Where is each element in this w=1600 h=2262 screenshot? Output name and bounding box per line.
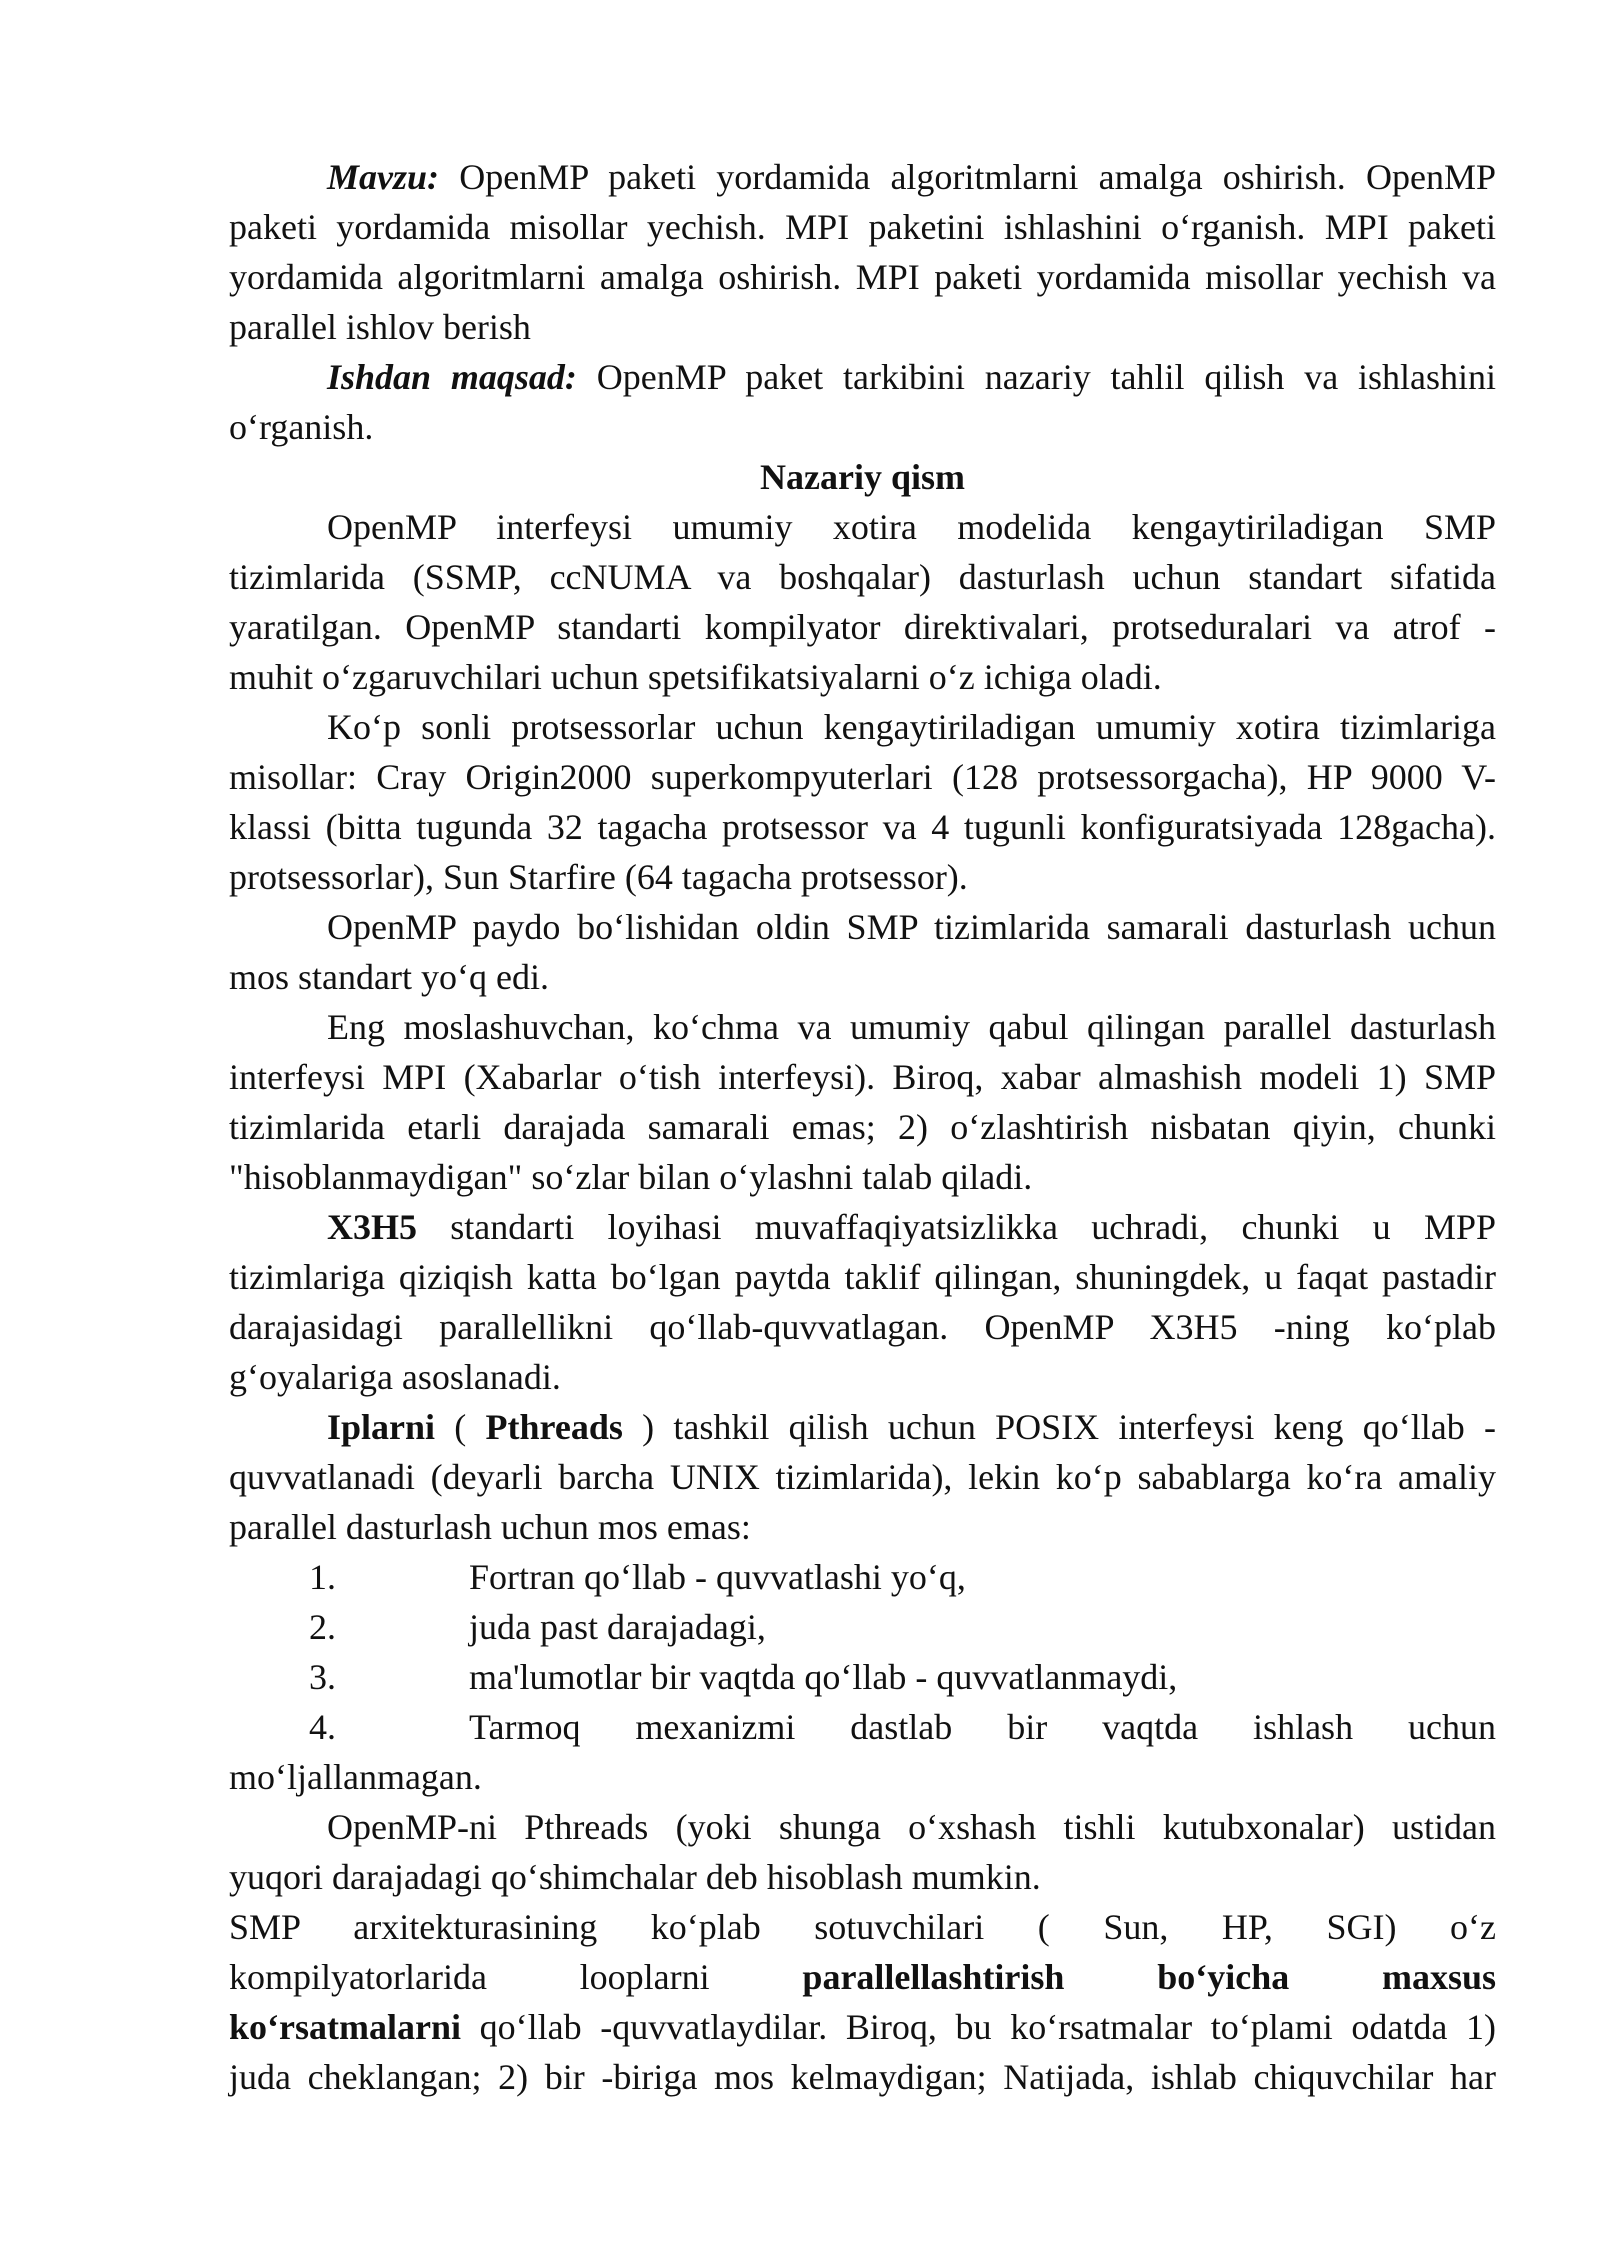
list-number: 2. xyxy=(309,1607,336,1647)
text-line: "hisoblanmaydigan" so‘zlar bilan o‘ylashni talab qiladi. xyxy=(229,1157,1033,1197)
text-line: yordamida algoritmlarni amalga oshirish. MPI paketi yordamida misollar yechish va xyxy=(229,257,1496,297)
list-number: 4. xyxy=(309,1707,336,1747)
text-line: tizimlarida (SSMP, ccNUMA va boshqalar) dasturlash uchun standart sifatida xyxy=(229,557,1496,597)
text-line: klassi (bitta tugunda 32 tagacha protsessor va 4 tugunli konfiguratsiyada 128gacha). xyxy=(229,807,1496,847)
text-line: parallel dasturlash uchun mos emas: xyxy=(229,1507,751,1547)
paragraph xyxy=(229,502,1496,702)
paragraph xyxy=(229,1202,1496,1402)
paragraph xyxy=(229,1802,1496,1902)
line-text: kompilyatorlarida looplarni xyxy=(229,1957,710,1997)
list-item xyxy=(229,1602,1496,1652)
goal-paragraph xyxy=(229,352,1496,452)
text-line xyxy=(229,1402,1496,1452)
text-line: protsessorlar), Sun Starfire (64 tagacha protsessor). xyxy=(229,857,968,897)
goal-text: OpenMP paket tarkibini nazariy tahlil qilish va ishlashini xyxy=(596,357,1496,397)
paragraph xyxy=(229,702,1496,902)
list-text: juda past darajadagi, xyxy=(469,1607,766,1647)
list-item xyxy=(229,1702,1496,1752)
bold-term: parallellashtirish bo‘yicha maxsus xyxy=(802,1957,1496,1997)
line-text: standarti loyihasi muvaffaqiyatsizlikka uchradi, chunki u MPP xyxy=(450,1207,1496,1247)
text-line: g‘oyalariga asoslanadi. xyxy=(229,1357,561,1397)
paragraph xyxy=(229,1402,1496,1552)
text-line xyxy=(229,2002,1496,2052)
text-line: juda cheklangan; 2) bir -biriga mos kelmaydigan; Natijada, ishlab chiquvchilar har xyxy=(229,2057,1496,2097)
text-line: interfeysi MPI (Xabarlar o‘tish interfeysi). Biroq, xabar almashish modeli 1) SMP xyxy=(229,1057,1496,1097)
list-item xyxy=(229,1652,1496,1702)
topic-paragraph xyxy=(229,152,1496,352)
text-line: Ko‘p sonli protsessorlar uchun kengaytiriladigan umumiy xotira tizimlariga xyxy=(327,707,1496,747)
text-line xyxy=(229,1202,1496,1252)
goal-label: Ishdan maqsad: xyxy=(327,357,577,397)
paragraph xyxy=(229,902,1496,1002)
text-line: parallel ishlov berish xyxy=(229,307,531,347)
list-text: Fortran qo‘llab - quvvatlashi yo‘q, xyxy=(469,1557,966,1597)
list-number: 1. xyxy=(309,1557,336,1597)
text-line xyxy=(229,1952,1496,2002)
text-line: quvvatlanadi (deyarli barcha UNIX tizimlarida), lekin ko‘p sabablarga ko‘ra amaliy xyxy=(229,1457,1496,1497)
bold-term: Pthreads xyxy=(485,1407,623,1447)
text-line: yaratilgan. OpenMP standarti kompilyator direktivalari, protseduralari va atrof - xyxy=(229,607,1496,647)
text-line: OpenMP paydo bo‘lishidan oldin SMP tizimlarida samarali dasturlash uchun xyxy=(327,907,1496,947)
bold-term: X3H5 xyxy=(327,1207,417,1247)
line-text: qo‘llab -quvvatlaydilar. Biroq, bu ko‘rsatmalar to‘plami odatda 1) xyxy=(479,2007,1497,2047)
topic-text: OpenMP paketi yordamida algoritmlarni amalga oshirish. OpenMP xyxy=(459,157,1496,197)
line-text: ( xyxy=(454,1407,467,1447)
text-line: mos standart yo‘q edi. xyxy=(229,957,549,997)
text-line: o‘rganish. xyxy=(229,407,374,447)
text-line: Eng moslashuvchan, ko‘chma va umumiy qabul qilingan parallel dasturlash xyxy=(327,1007,1496,1047)
bold-term: ko‘rsatmalarni xyxy=(229,2007,461,2047)
text-line xyxy=(229,152,1496,202)
text-line: misollar: Cray Origin2000 superkompyuterlari (128 protsessorgacha), HP 9000 V- xyxy=(229,757,1496,797)
topic-label: Mavzu: xyxy=(327,157,440,197)
text-line: OpenMP-ni Pthreads (yoki shunga o‘xshash tishli kutubxonalar) ustidan xyxy=(327,1807,1496,1847)
list-text: ma'lumotlar bir vaqtda qo‘llab - quvvatlanmaydi, xyxy=(469,1657,1178,1697)
numbered-list xyxy=(229,1552,1496,1802)
text-line: darajasidagi parallellikni qo‘llab-quvvatlagan. OpenMP X3H5 -ning ko‘plab xyxy=(229,1307,1496,1347)
text-line: tizimlariga qiziqish katta bo‘lgan paytda taklif qilingan, shuningdek, u faqat pastadir xyxy=(229,1257,1496,1297)
text-line: yuqori darajadagi qo‘shimchalar deb hisoblash mumkin. xyxy=(229,1857,1041,1897)
list-item xyxy=(229,1552,1496,1602)
text-line xyxy=(229,352,1496,402)
paragraph xyxy=(229,1902,1496,2102)
line-text: ) tashkil qilish uchun POSIX interfeysi keng qo‘llab - xyxy=(642,1407,1497,1447)
paragraph xyxy=(229,1002,1496,1202)
list-item-continuation: mo‘ljallanmagan. xyxy=(229,1757,482,1797)
text-line: muhit o‘zgaruvchilari uchun spetsifikatsiyalarni o‘z ichiga oladi. xyxy=(229,657,1162,697)
list-number: 3. xyxy=(309,1657,336,1697)
section-title: Nazariy qism xyxy=(760,457,965,497)
text-line: paketi yordamida misollar yechish. MPI paketini ishlashini o‘rganish. MPI paketi xyxy=(229,207,1496,247)
list-text: Tarmoq mexanizmi dastlab bir vaqtda ishlash uchun xyxy=(469,1707,1496,1747)
text-line: tizimlarida etarli darajada samarali emas; 2) o‘zlashtirish nisbatan qiyin, chunki xyxy=(229,1107,1496,1147)
bold-term: Iplarni xyxy=(327,1407,436,1447)
text-line: OpenMP interfeysi umumiy xotira modelida kengaytiriladigan SMP xyxy=(327,507,1496,547)
text-line: SMP arxitekturasining ko‘plab sotuvchilari ( Sun, HP, SGI) o‘z xyxy=(229,1907,1496,1947)
